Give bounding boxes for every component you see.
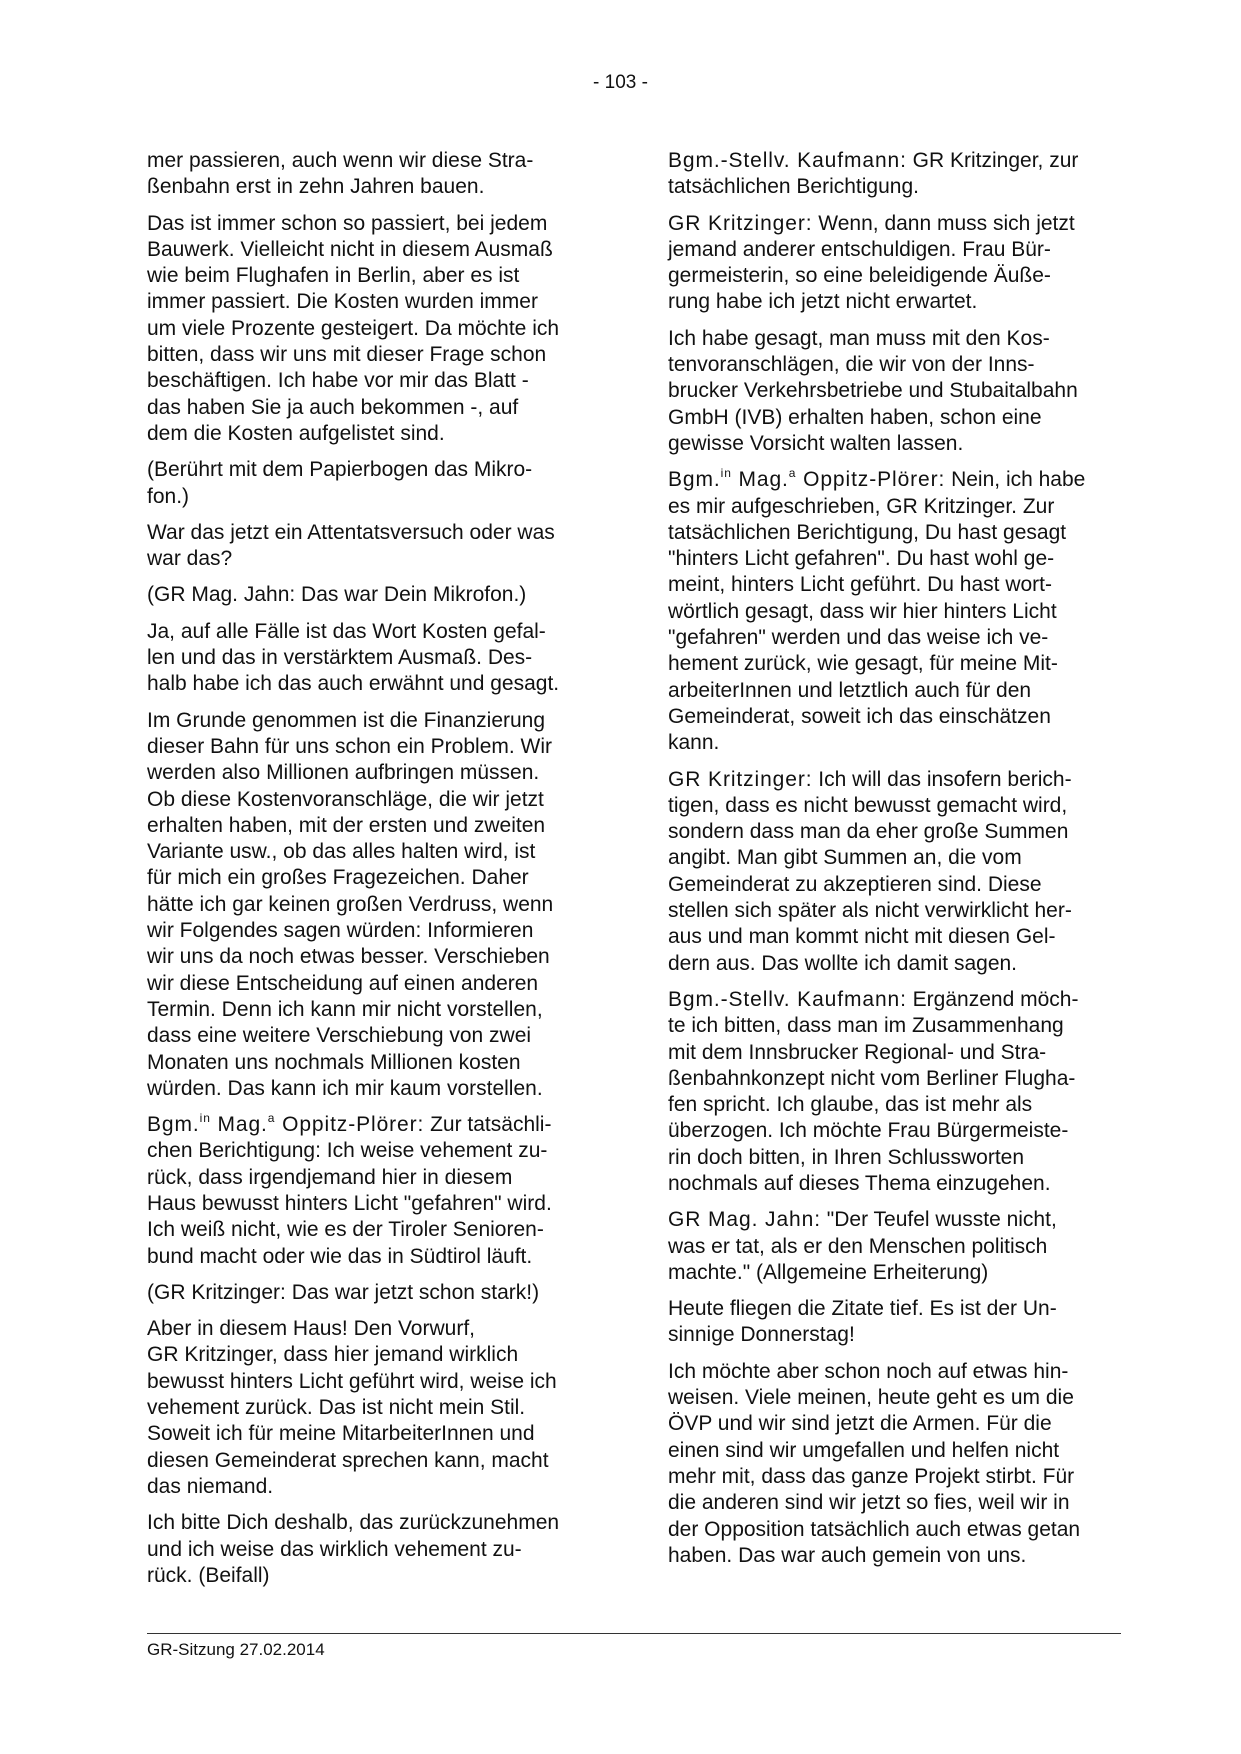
paragraph: (GR Kritzinger: Das war jetzt schon stark!) <box>147 1280 540 1304</box>
speaker-label: Bgm.$^{in}$ Mag.$^a$ Oppitz-Plörer: <box>147 1111 425 1137</box>
speech-paragraph <box>668 1207 1128 1286</box>
speech-text: "Der Teufel wusste nicht, was er tat, als er den Menschen politisch machte." (Allgemeine Erheiterung) <box>668 1208 1057 1284</box>
paragraph: Aber in diesem Haus! Den Vorwurf, GR Kritzinger, dass hier jemand wirklich bewusst hinters Licht geführt wird, weise ich vehement zurück. Das ist nicht mein Stil. Soweit ich für meine MitarbeiterInnen und diesen Gemeinderat sprechen kann, macht das niemand. <box>147 1317 557 1498</box>
speech-paragraph <box>668 148 1128 201</box>
left-column <box>147 148 607 1599</box>
paragraph: Das ist immer schon so passiert, bei jedem Bauwerk. Vielleicht nicht in diesem Ausmaß wie beim Flughafen in Berlin, aber es ist immer passiert. Die Kosten wurden immer um viele Prozente gesteigert. Da möchte ich bitten, dass wir uns mit dieser Frage schon beschäftigen. Ich habe vor mir das Blatt - das haben Sie ja auch bekommen -, auf dem die Kosten aufgelistet sind. <box>147 211 560 445</box>
speaker-label: GR Mag. Jahn: <box>668 1208 821 1232</box>
paragraph: Heute fliegen die Zitate tief. Es ist der Un- sinnige Donnerstag! <box>668 1297 1057 1347</box>
speaker-label: GR Kritzinger: <box>668 211 813 235</box>
speech-paragraph <box>668 211 1128 316</box>
paragraph: War das jetzt ein Attentatsversuch oder was war das? <box>147 520 555 571</box>
speech-paragraph <box>668 767 1128 977</box>
speaker-label: Bgm.$^{in}$ Mag.$^a$ Oppitz-Plörer: <box>668 466 946 492</box>
paragraph: (Berührt mit dem Papierbogen das Mikro- fon.) <box>147 458 533 508</box>
paragraph: Im Grunde genommen ist die Finanzierung dieser Bahn für uns schon ein Problem. Wir werden also Millionen aufbringen müssen. Ob diese Kostenvoranschläge, die wir jetzt erhalten haben, mit der ersten und zweiten Variante usw., ob das alles halten wird, ist für mich ein großes Fragezeichen. Daher hätte ich gar keinen großen Verdruss, wenn wir Folgendes sagen würden: Informieren wir uns da noch etwas besser. Verschieben wir diese Entscheidung auf einen anderen Termin. Denn ich kann mir nicht vorstellen, dass eine weitere Verschiebung von zwei Monaten uns nochmals Millionen kosten würden. Das kann ich mir kaum vorstellen. <box>147 708 554 1100</box>
paragraph: Ich habe gesagt, man muss mit den Kos- tenvoranschlägen, die wir von der Inns- brucker Verkehrsbetriebe und Stubaitalbahn GmbH (IVB) erhalten haben, schon eine gewisse Vorsicht walten lassen. <box>668 326 1078 455</box>
footer-divider <box>147 1633 1121 1634</box>
paragraph: Ich bitte Dich deshalb, das zurückzunehmen und ich weise das wirklich vehement zu- rück. (Beifall) <box>147 1511 560 1587</box>
speaker-label: GR Kritzinger: <box>668 767 813 791</box>
page-number: - 103 - <box>593 72 648 93</box>
speech-text: Wenn, dann muss sich jetzt jemand anderer entschuldigen. Frau Bür- germeisterin, so eine beleidigende Äuße- rung habe ich jetzt nicht erwartet. <box>668 211 1075 314</box>
paragraph: mer passieren, auch wenn wir diese Stra- ßenbahn erst in zehn Jahren bauen. <box>147 149 534 199</box>
speech-paragraph <box>668 987 1128 1197</box>
speaker-label: Bgm.-Stellv. Kaufmann: <box>668 149 907 172</box>
speech-text: Ergänzend möch- te ich bitten, dass man im Zusammenhang mit dem Innsbrucker Regional- und Stra- ßenbahnkonzept nicht vom Berliner Flugha- fen spricht. Ich glaube, das ist mehr als überzogen. Ich möchte Frau Bürgermeiste- rin doch bitten, in Ihren Schlussworten nochmals auf dieses Thema einzugehen. <box>668 987 1079 1195</box>
speech-text: Zur tatsächli- chen Berichtigung: Ich weise vehement zu- rück, dass irgendjemand hier in diesem Haus bewusst hinters Licht "gefahren" wird. Ich weiß nicht, wie es der Tiroler Senioren- bund macht oder wie das in Südtirol läuft. <box>147 1113 552 1268</box>
speech-text: Nein, ich habe es mir aufgeschrieben, GR Kritzinger. Zur tatsächlichen Berichtigung, Du hast gesagt "hinters Licht gefahren". Du hast wohl ge- meint, hinters Licht geführt. Du hast wort- wörtlich gesagt, dass wir hier hinters Licht "gefahren" werden und das weise ich ve- hement zurück, wie gesagt, für meine Mit- arbeiterInnen und letztlich auch für den Gemeinderat, soweit ich das einschätzen kann. <box>668 468 1086 755</box>
paragraph: (GR Mag. Jahn: Das war Dein Mikrofon.) <box>147 583 527 607</box>
paragraph: Ich möchte aber schon noch auf etwas hin- weisen. Viele meinen, heute geht es um die ÖVP und wir sind jetzt die Armen. Für die einen sind wir umgefallen und helfen nicht mehr mit, dass das ganze Projekt stirbt. Für die anderen sind wir jetzt so fies, weil wir in der Opposition tatsächlich auch etwas getan haben. Das war auch gemein von uns. <box>668 1359 1081 1567</box>
speech-text: GR Kritzinger, zur tatsächlichen Berichtigung. <box>668 149 1079 199</box>
paragraph: Ja, auf alle Fälle ist das Wort Kosten gefal- len und das in verstärktem Ausmaß. Des- halb habe ich das auch erwähnt und gesagt. <box>147 619 560 696</box>
speech-text: Ich will das insofern berich- tigen, dass es nicht bewusst gemacht wird, sondern dass man da eher große Summen angibt. Man gibt Summen an, die vom Gemeinderat zu akzeptieren sind. Diese stellen sich später als nicht verwirklicht her- aus und man kommt nicht mit diesen Gel- dern aus. Das wollte ich damit sagen. <box>668 767 1072 975</box>
right-column <box>668 148 1128 1579</box>
footer-session-date: GR-Sitzung 27.02.2014 <box>147 1640 325 1659</box>
speech-paragraph <box>147 1112 607 1270</box>
speaker-label: Bgm.-Stellv. Kaufmann: <box>668 987 907 1011</box>
speech-paragraph <box>668 467 1128 756</box>
